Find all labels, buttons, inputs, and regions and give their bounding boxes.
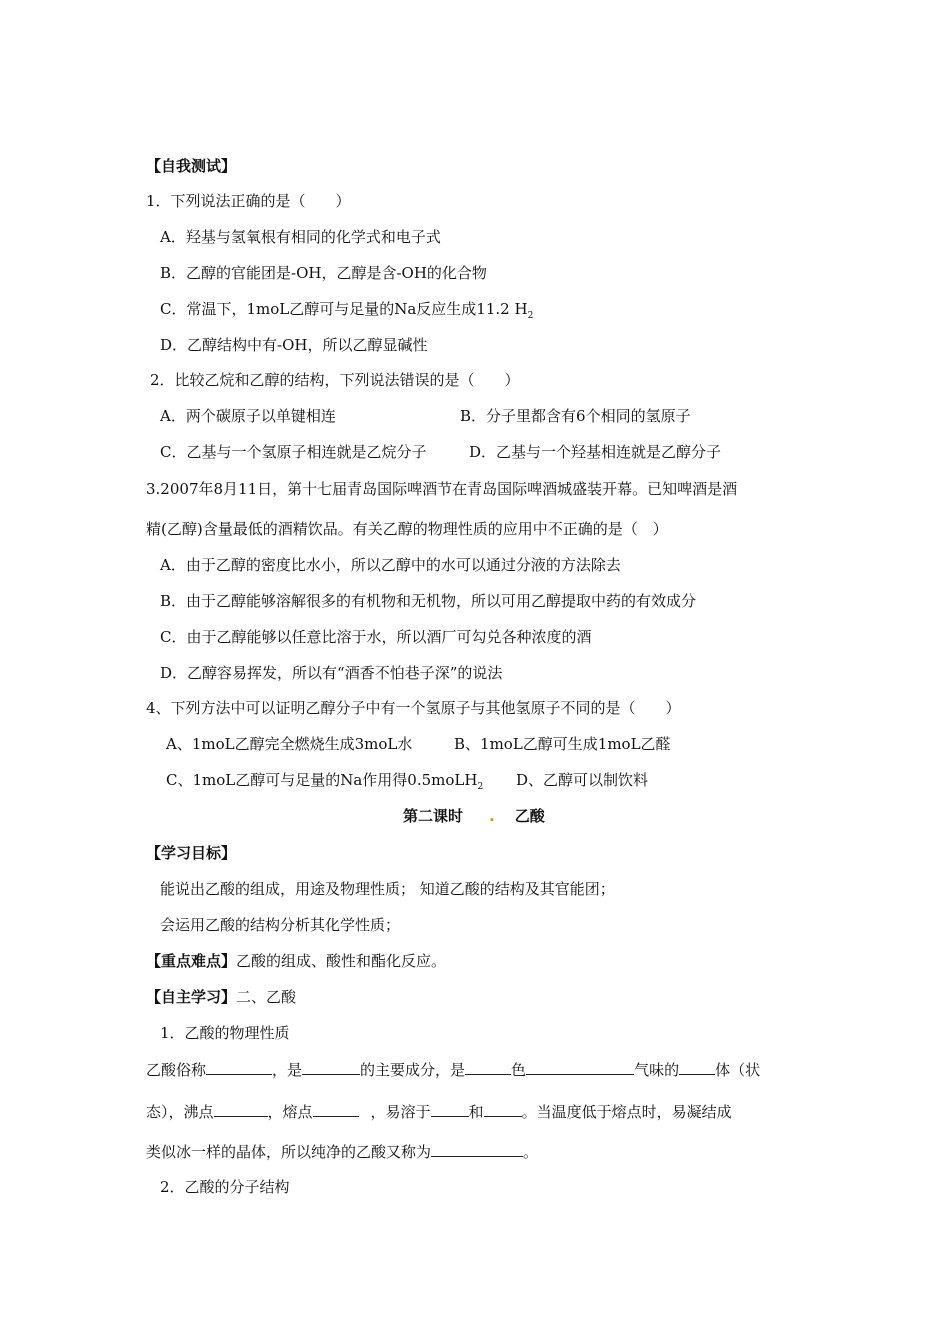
question-4-stem: 4、下列方法中可以证明乙醇分子中有一个氢原子与其他氢原子不同的是（ ） [146, 699, 681, 717]
question-3-option-b: B．由于乙醇能够溶解很多的有机物和无机物，所以可用乙醇提取中药的有效成分 [160, 592, 697, 610]
objectives-heading: 【学习目标】 [146, 844, 237, 862]
objective-2: 会运用乙酸的结构分析其化学性质； [160, 916, 401, 934]
question-2-option-b: B．分子里都含有6个相同的氢原子 [460, 407, 691, 425]
question-3-option-d: D．乙醇容易挥发，所以有“酒香不怕巷子深”的说法 [160, 664, 503, 682]
blank-odor[interactable] [526, 1059, 634, 1075]
fill-line-2: 态），沸点 ，熔点 ，易溶于 和 。当温度低于熔点时，易凝结成 [146, 1103, 732, 1121]
question-4-option-d: D、乙醇可以制饮料 [516, 771, 649, 789]
item-1-title: 1．乙酸的物理性质 [160, 1024, 290, 1042]
question-1-option-d: D．乙醇结构中有-OH，所以乙醇显碱性 [160, 336, 428, 354]
objective-1: 能说出乙酸的组成，用途及物理性质； 知道乙酸的结构及其官能团； [160, 880, 615, 898]
question-3-stem-line-1: 3.2007年8月11日，第十七届青岛国际啤酒节在青岛国际啤酒城盛装开幕。已知啤酒是酒 [146, 480, 738, 498]
question-2-stem: 2．比较乙烷和乙醇的结构，下列说法错误的是（ ） [150, 371, 520, 389]
question-1-option-b: B．乙醇的官能团是-OH，乙醇是含-OH的化合物 [160, 264, 487, 282]
question-4-option-b: B、1moL乙醇可生成1moL乙醛 [454, 735, 671, 753]
key-points-text: 乙酸的组成、酸性和酯化反应。 [236, 952, 447, 970]
fill-line-1: 乙酸俗称 ，是 的主要成分，是 色 气味的 体（状 [146, 1061, 761, 1079]
question-3-option-c: C．由于乙醇能够以任意比溶于水，所以酒厂可勾兑各种浓度的酒 [160, 628, 592, 646]
blank-common-name[interactable] [206, 1059, 272, 1075]
question-1-option-c: C．常温下，1moL乙醇可与足量的Na反应生成11.2 $H_2$ [160, 300, 534, 321]
blank-state[interactable] [679, 1059, 715, 1075]
question-4-option-a: A、1moL乙醇完全燃烧生成3moL水 [166, 735, 413, 753]
blank-solvent-2[interactable] [484, 1101, 522, 1117]
self-test-heading: 【自我测试】 [146, 157, 237, 175]
question-4-option-c: C、1moL乙醇可与足量的Na作用得0.5moLH$_2$ [166, 771, 484, 792]
blank-main-component[interactable] [302, 1059, 360, 1075]
lesson-title-dot: . [489, 807, 495, 825]
lesson-title [403, 806, 545, 826]
question-2-option-d: D．乙基与一个羟基相连就是乙醇分子 [469, 443, 722, 461]
question-1-option-a: A．羟基与氢氧根有相同的化学式和电子式 [160, 228, 441, 246]
key-points-heading: 【重点难点】 [146, 952, 237, 970]
lesson-title-left: 第二课时 [403, 807, 464, 825]
key-points-line [146, 951, 446, 971]
question-3-stem-line-2: 精(乙醇)含量最低的酒精饮品。有关乙醇的物理性质的应用中不正确的是（ ） [146, 520, 668, 538]
item-2-title: 2．乙酸的分子结构 [160, 1178, 290, 1196]
self-study-text: 二、乙酸 [236, 988, 297, 1006]
self-study-line [146, 987, 296, 1007]
blank-solvent-1[interactable] [431, 1101, 469, 1117]
question-3-option-a: A．由于乙醇的密度比水小，所以乙醇中的水可以通过分液的方法除去 [160, 556, 621, 574]
blank-color[interactable] [465, 1059, 511, 1075]
lesson-title-right: 乙酸 [514, 807, 545, 825]
blank-melting-point[interactable] [313, 1101, 359, 1117]
blank-boiling-point[interactable] [214, 1101, 268, 1117]
self-study-heading: 【自主学习】 [146, 988, 237, 1006]
question-2-option-a: A．两个碳原子以单键相连 [160, 407, 336, 425]
question-1-stem: 1．下列说法正确的是（ ） [146, 192, 351, 210]
fill-line-3: 类似冰一样的晶体，所以纯净的乙酸又称为 。 [146, 1143, 539, 1161]
question-2-option-c: C．乙基与一个氢原子相连就是乙烷分子 [160, 443, 427, 461]
blank-alternate-name[interactable] [431, 1141, 523, 1157]
